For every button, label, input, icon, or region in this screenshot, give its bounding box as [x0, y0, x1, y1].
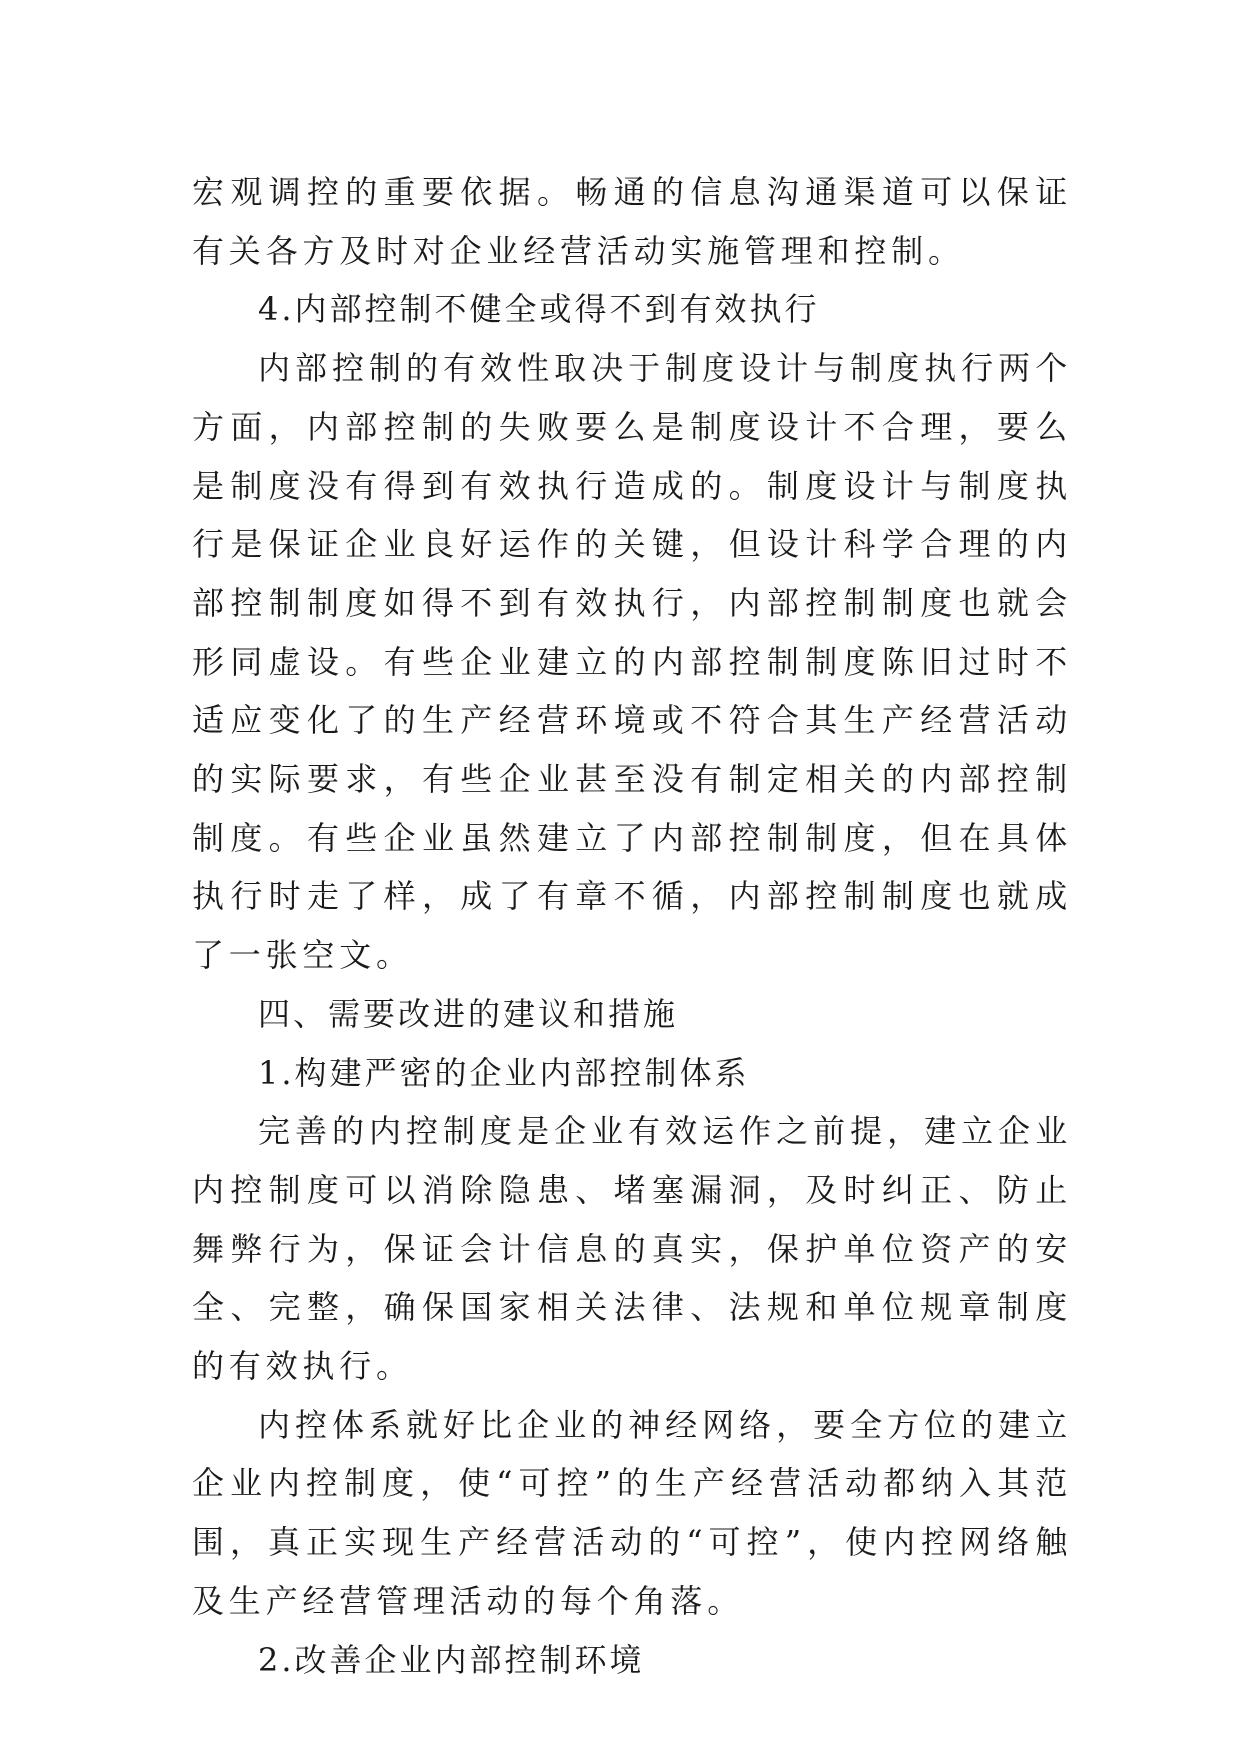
- subsection-heading-1: 1.构建严密的企业内部控制体系: [258, 1053, 750, 1092]
- paragraph-continuation: 宏观调控的重要依据。畅通的信息沟通渠道可以保证有关各方及时对企业经营活动实施管理和控制。: [192, 173, 1072, 270]
- section-heading-recommendations: 四、需要改进的建议和措施: [258, 994, 679, 1033]
- paragraph-internal-control-system: 完善的内控制度是企业有效运作之前提，建立企业内控制度可以消除隐患、堵塞漏洞，及时纠正、防止舞弊行为，保证会计信息的真实，保护单位资产的安全、完整，确保国家相关法律、法规和单位规章制度的有效执行。: [192, 1112, 1072, 1386]
- paragraph-neural-network: 内控体系就好比企业的神经网络，要全方位的建立企业内控制度，使“可控”的生产经营活动都纳入其范围，真正实现生产经营活动的“可控”，使内控网络触及生产经营管理活动的每个角落。: [192, 1405, 1072, 1620]
- paragraph-internal-control-effectiveness: 内部控制的有效性取决于制度设计与制度执行两个方面，内部控制的失败要么是制度设计不合理，要么是制度没有得到有效执行造成的。制度设计与制度执行是保证企业良好运作的关键，但设计科学合理的内部控制制度如得不到有效执行，内部控制制度也就会形同虚设。有些企业建立的内部控制制度陈旧过时不适应变化了的生产经营环境或不符合其生产经营活动的实际要求，有些企业甚至没有制定相关的内部控制制度。有些企业虽然建立了内部控制制度，但在具体执行时走了样，成了有章不循，内部控制制度也就成了一张空文。: [192, 349, 1072, 975]
- section-heading-4: 4.内部控制不健全或得不到有效执行: [258, 290, 820, 329]
- document-body: [192, 163, 1072, 1689]
- subsection-heading-2: 2.改善企业内部控制环境: [258, 1640, 645, 1679]
